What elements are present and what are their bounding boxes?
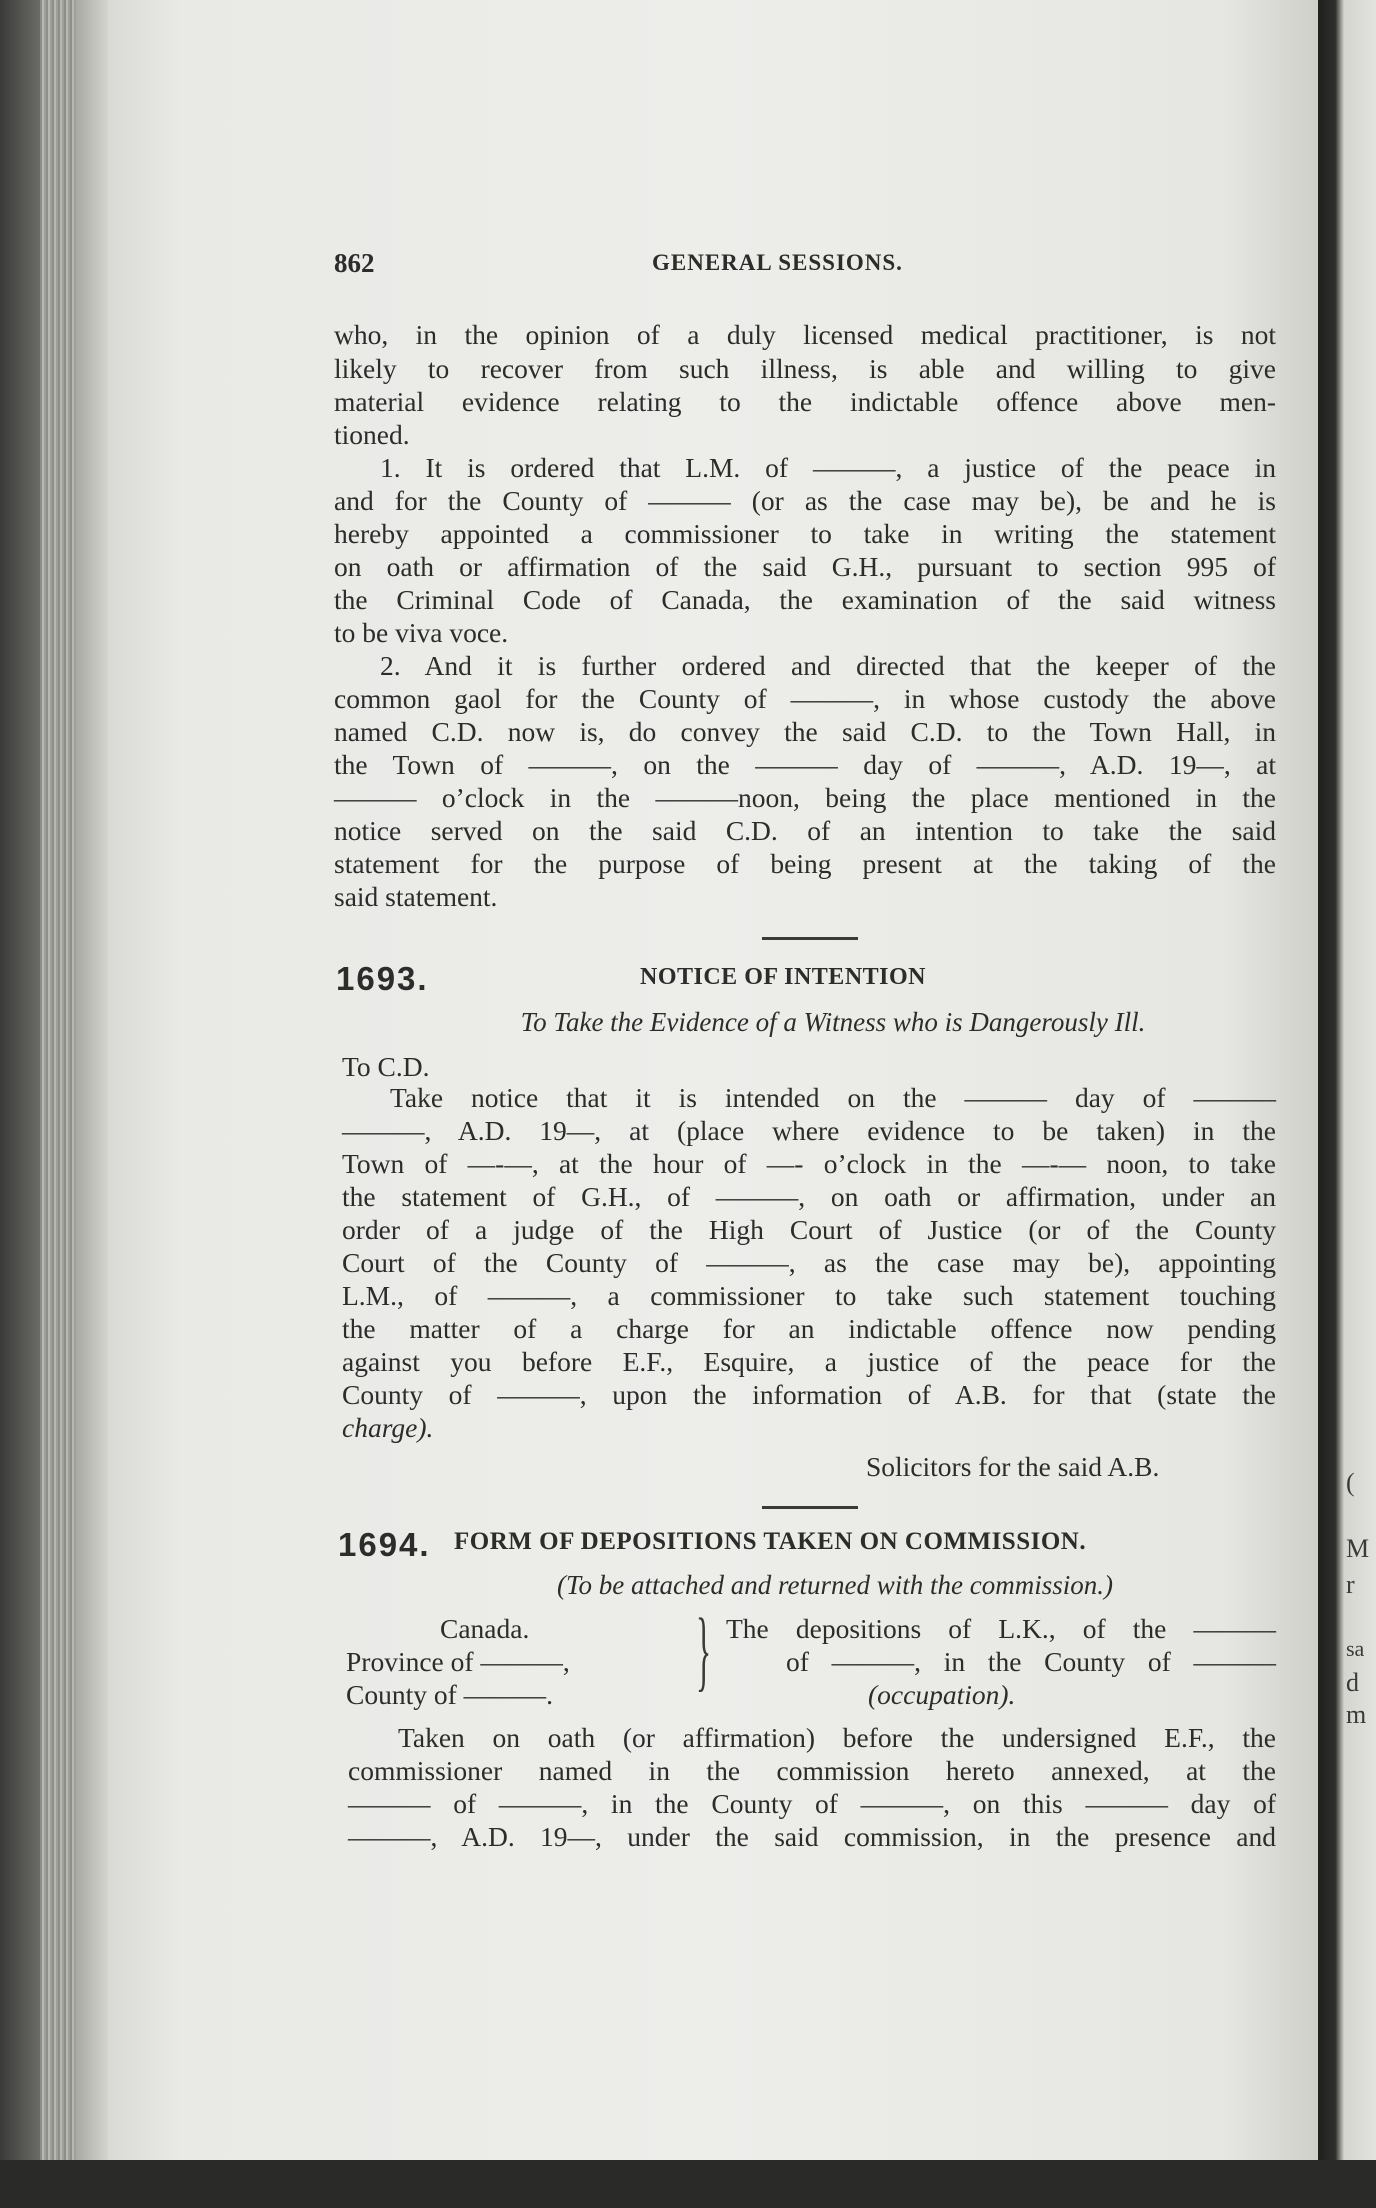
venue-line: Province of ———, xyxy=(346,1646,570,1677)
facing-page-fragment: sa xyxy=(1346,1636,1365,1661)
section-divider xyxy=(762,1506,858,1509)
text-line: County of ———, upon the information of A.B. for that (state the xyxy=(342,1379,1276,1410)
facing-page-fragment: m xyxy=(1346,1700,1367,1729)
page-gutter xyxy=(76,0,110,2208)
section-subtitle: (To be attached and returned with the commission.) xyxy=(557,1570,1113,1600)
text-line: Taken on oath (or affirmation) before the undersigned E.F., the xyxy=(398,1722,1276,1753)
text-line: ———, A.D. 19—, at (place where evidence to be taken) in the xyxy=(342,1115,1276,1146)
text-line: ———, A.D. 19—, under the said commission, in the presence and xyxy=(348,1821,1276,1852)
text-line: Court of the County of ———, as the case may be), appointing xyxy=(342,1247,1276,1278)
section-divider xyxy=(762,937,858,940)
text-line: ——— of ———, in the County of ———, on this ——— day of xyxy=(348,1788,1276,1819)
text-line: hereby appointed a commissioner to take in writing the statement xyxy=(334,518,1276,549)
text-line: likely to recover from such illness, is able and willing to give xyxy=(334,353,1276,384)
deposition-line: (occupation). xyxy=(868,1679,1016,1710)
scan-bottom-border xyxy=(0,2160,1376,2208)
text-line: the statement of G.H., of ———, on oath or affirmation, under an xyxy=(342,1181,1276,1212)
text-line: notice served on the said C.D. of an intention to take the said xyxy=(334,815,1276,846)
section-number: 1694. xyxy=(338,1526,431,1563)
book-spine-shadow xyxy=(0,0,40,2208)
venue-line: County of ———. xyxy=(346,1679,554,1710)
facing-page-edge xyxy=(1318,0,1376,2208)
text-line: Take notice that it is intended on the ——— day of ——— xyxy=(390,1082,1276,1113)
text-line: and for the County of ——— (or as the case may be), be and he is xyxy=(334,485,1276,516)
signature-line: Solicitors for the said A.B. xyxy=(866,1451,1160,1482)
text-line: named C.D. now is, do convey the said C.D. to the Town Hall, in xyxy=(334,716,1276,747)
section-title: NOTICE OF INTENTION xyxy=(640,964,926,990)
facing-page-fragment: M xyxy=(1346,1534,1370,1563)
text-line: the Town of ———, on the ——— day of ———, A.D. 19—, at xyxy=(334,749,1276,780)
text-line: commissioner named in the commission hereto annexed, at the xyxy=(348,1755,1276,1786)
text-line: L.M., of ———, a commissioner to take such statement touching xyxy=(342,1280,1276,1311)
text-line: ——— o’clock in the ———noon, being the place mentioned in the xyxy=(334,782,1276,813)
text-line: order of a judge of the High Court of Justice (or of the County xyxy=(342,1214,1276,1245)
text-line: tioned. xyxy=(334,419,410,450)
text-line: the matter of a charge for an indictable offence now pending xyxy=(342,1313,1276,1344)
facing-page-fragment: r xyxy=(1346,1570,1355,1599)
running-title: GENERAL SESSIONS. xyxy=(652,250,903,275)
text-line: who, in the opinion of a duly licensed medical practitioner, is not xyxy=(334,319,1276,350)
deposition-line: of ———, in the County of ——— xyxy=(786,1646,1276,1677)
text-line: 2. And it is further ordered and directed that the keeper of the xyxy=(380,650,1276,681)
text-line: Town of —-—, at the hour of —- o’clock in the —-— noon, to take xyxy=(342,1148,1276,1179)
brace-glyph: } xyxy=(696,1601,712,1700)
section-number: 1693. xyxy=(336,960,429,997)
page-stack-edge xyxy=(40,0,76,2208)
page-number: 862 xyxy=(334,248,375,278)
text-line: charge). xyxy=(342,1412,434,1443)
section-title: FORM OF DEPOSITIONS TAKEN ON COMMISSION. xyxy=(454,1528,1087,1555)
section-subtitle: To Take the Evidence of a Witness who is Dangerously Ill. xyxy=(520,1007,1146,1037)
text-line: the Criminal Code of Canada, the examination of the said witness xyxy=(334,584,1276,615)
addressee: To C.D. xyxy=(342,1051,430,1082)
text-line: common gaol for the County of ———, in whose custody the above xyxy=(334,683,1276,714)
text-line: material evidence relating to the indictable offence above men- xyxy=(334,386,1276,417)
text-line: said statement. xyxy=(334,881,498,912)
deposition-line: The depositions of L.K., of the ——— xyxy=(726,1613,1276,1644)
text-line: 1. It is ordered that L.M. of ———, a justice of the peace in xyxy=(380,452,1276,483)
text-line: statement for the purpose of being present at the taking of the xyxy=(334,848,1276,879)
text-line: against you before E.F., Esquire, a justice of the peace for the xyxy=(342,1346,1276,1377)
venue-line: Canada. xyxy=(440,1613,530,1644)
text-line: on oath or affirmation of the said G.H., pursuant to section 995 of xyxy=(334,551,1276,582)
text-line: to be viva voce. xyxy=(334,617,509,648)
facing-page-fragment: d xyxy=(1346,1668,1359,1697)
facing-page-fragment: ( xyxy=(1346,1468,1355,1497)
